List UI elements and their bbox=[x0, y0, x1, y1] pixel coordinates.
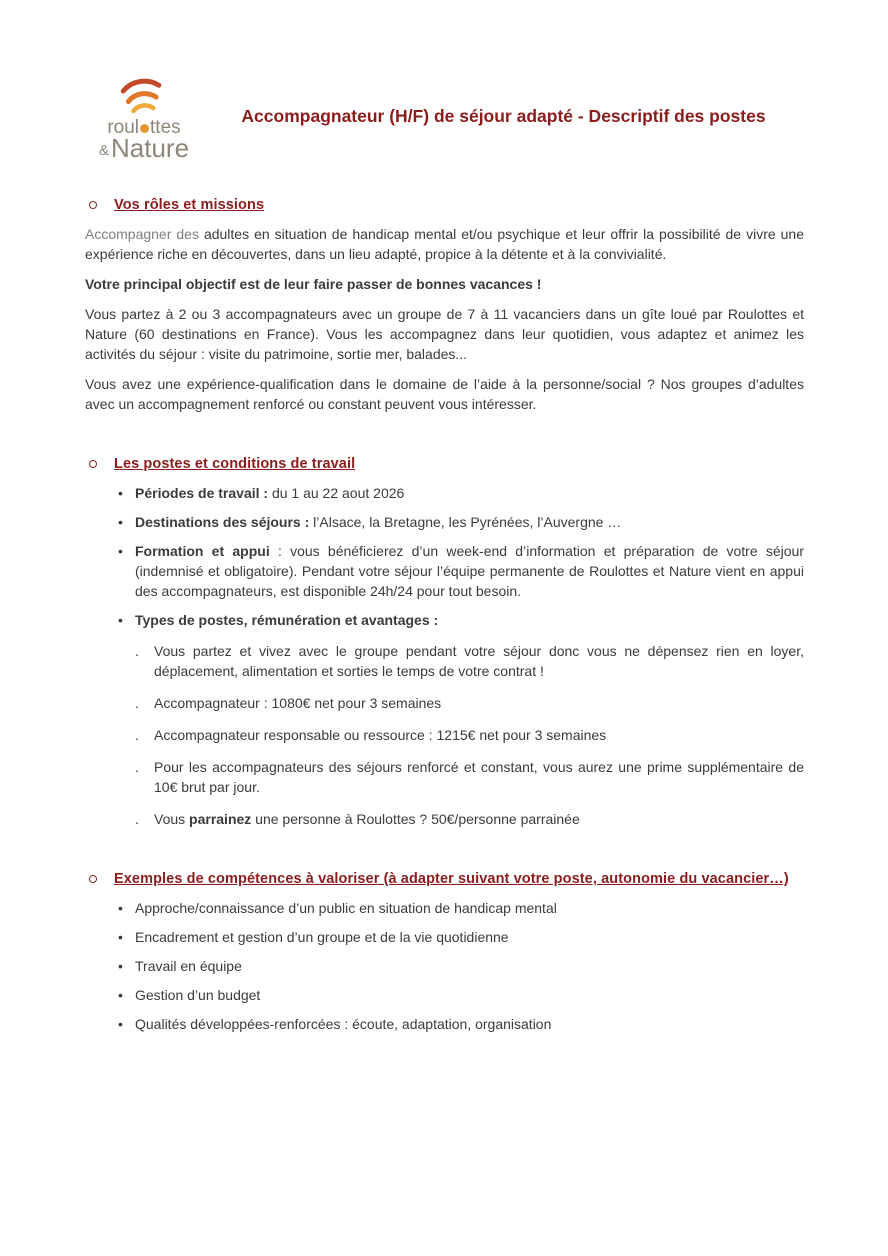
bullet-icon bbox=[118, 610, 135, 630]
bullet-types-postes: • Types de postes, rémunération et avantages : bbox=[118, 610, 804, 630]
document-header bbox=[85, 76, 804, 161]
section-roles-missions bbox=[85, 197, 804, 414]
dot-bullet-icon bbox=[135, 725, 154, 745]
subbullet-remuneration-responsable: . Accompagnateur responsable ou ressource : 1215€ net pour 3 semaines bbox=[135, 725, 804, 745]
circle-bullet-icon bbox=[89, 460, 97, 468]
bullet-formation: • Formation et appui : vous bénéficierez d’un week-end d’information et préparation de votre séjour (indemnisé et obligatoire). Pendant votre séjour l’équipe permanente de Roulottes et Nature vient en appui des accompagnateurs, est disponible 24h/24 pour tout besoin. bbox=[118, 541, 804, 601]
bullet-encadrement: • Encadrement et gestion d’un groupe et de la vie quotidienne bbox=[118, 927, 804, 947]
bullet-icon bbox=[118, 956, 135, 976]
paragraph-experience: Vous avez une expérience-qualification dans le domaine de l’aide à la personne/social ? Nos groupes d’adultes avec un accompagnement renforcé ou constant peuvent vous intéresser. bbox=[85, 376, 804, 412]
bullet-icon bbox=[118, 483, 135, 503]
section-heading-roles: Vos rôles et missions bbox=[114, 197, 265, 213]
paragraph-objective: Votre principal objectif est de leur faire passer de bonnes vacances ! bbox=[85, 276, 542, 292]
roulottes-nature-logo bbox=[85, 76, 203, 161]
logo-text-roulottes: roul ttes bbox=[107, 117, 181, 138]
section-competences bbox=[85, 871, 804, 1034]
bullet-travail-equipe: • Travail en équipe bbox=[118, 956, 804, 976]
bullet-icon bbox=[118, 512, 135, 532]
paragraph-group: Vous partez à 2 ou 3 accompagnateurs avec un groupe de 7 à 11 vacanciers dans un gîte loué par Roulottes et Nature (60 destinations en France). Vous les accompagnez dans leur quotidien, vous adaptez et animez les activités du séjour : visite du patrimoine, sortie mer, balades... bbox=[85, 306, 804, 362]
section-heading-row bbox=[85, 871, 804, 887]
intro-rest-run: adultes en situation de handicap mental et/ou psychique et leur offrir la possibilité de vivre une expérience riche en découvertes, dans un lieu adapté, propice à la détente et à la convivialité. bbox=[85, 226, 804, 262]
bullet-periodes: • Périodes de travail : du 1 au 22 aout 2026 bbox=[118, 483, 804, 503]
dot-bullet-icon bbox=[135, 809, 154, 829]
bullet-icon bbox=[118, 898, 135, 918]
section-heading-competences: Exemples de compétences à valoriser (à adapter suivant votre poste, autonomie du vacancier…) bbox=[114, 871, 789, 887]
bullet-icon bbox=[118, 985, 135, 1005]
dot-bullet-icon bbox=[135, 693, 154, 713]
bullet-destinations: • Destinations des séjours : l’Alsace, la Bretagne, les Pyrénées, l’Auvergne … bbox=[118, 512, 804, 532]
section-heading-postes: Les postes et conditions de travail bbox=[114, 456, 356, 472]
bullet-icon bbox=[118, 1014, 135, 1034]
bullet-icon bbox=[118, 541, 135, 601]
postes-sub-list bbox=[85, 641, 804, 829]
subbullet-avantage-depenses: . Vous partez et vivez avec le groupe pendant votre séjour donc vous ne dépensez rien en loyer, déplacement, alimentation et sorties le temps de votre contrat ! bbox=[135, 641, 804, 681]
section-postes-conditions bbox=[85, 456, 804, 829]
dot-bullet-icon bbox=[135, 641, 154, 681]
bullet-icon bbox=[118, 927, 135, 947]
postes-bullet-list bbox=[85, 483, 804, 630]
page-title: Accompagnateur (H/F) de séjour adapté - Descriptif des postes bbox=[241, 106, 766, 126]
logo-arcs-icon bbox=[113, 76, 175, 122]
circle-bullet-icon bbox=[89, 201, 97, 209]
section-heading-row bbox=[85, 197, 804, 213]
paragraph-intro bbox=[85, 224, 804, 264]
subbullet-parrainage: . Vous parrainez une personne à Roulottes ? 50€/personne parrainée bbox=[135, 809, 804, 829]
bullet-qualites: • Qualités développées-renforcées : écoute, adaptation, organisation bbox=[118, 1014, 804, 1034]
section-heading-row bbox=[85, 456, 804, 472]
logo-dot-icon bbox=[140, 124, 149, 133]
competences-bullet-list bbox=[85, 898, 804, 1034]
bullet-gestion-budget: • Gestion d’un budget bbox=[118, 985, 804, 1005]
circle-bullet-icon bbox=[89, 875, 97, 883]
intro-gray-run: Accompagner des bbox=[85, 226, 199, 242]
bullet-approche: • Approche/connaissance d’un public en situation de handicap mental bbox=[118, 898, 804, 918]
dot-bullet-icon bbox=[135, 757, 154, 797]
logo-text-nature: &Nature bbox=[98, 133, 190, 163]
subbullet-remuneration-accompagnateur: . Accompagnateur : 1080€ net pour 3 semaines bbox=[135, 693, 804, 713]
subbullet-prime: . Pour les accompagnateurs des séjours renforcé et constant, vous aurez une prime supplémentaire de 10€ brut par jour. bbox=[135, 757, 804, 797]
